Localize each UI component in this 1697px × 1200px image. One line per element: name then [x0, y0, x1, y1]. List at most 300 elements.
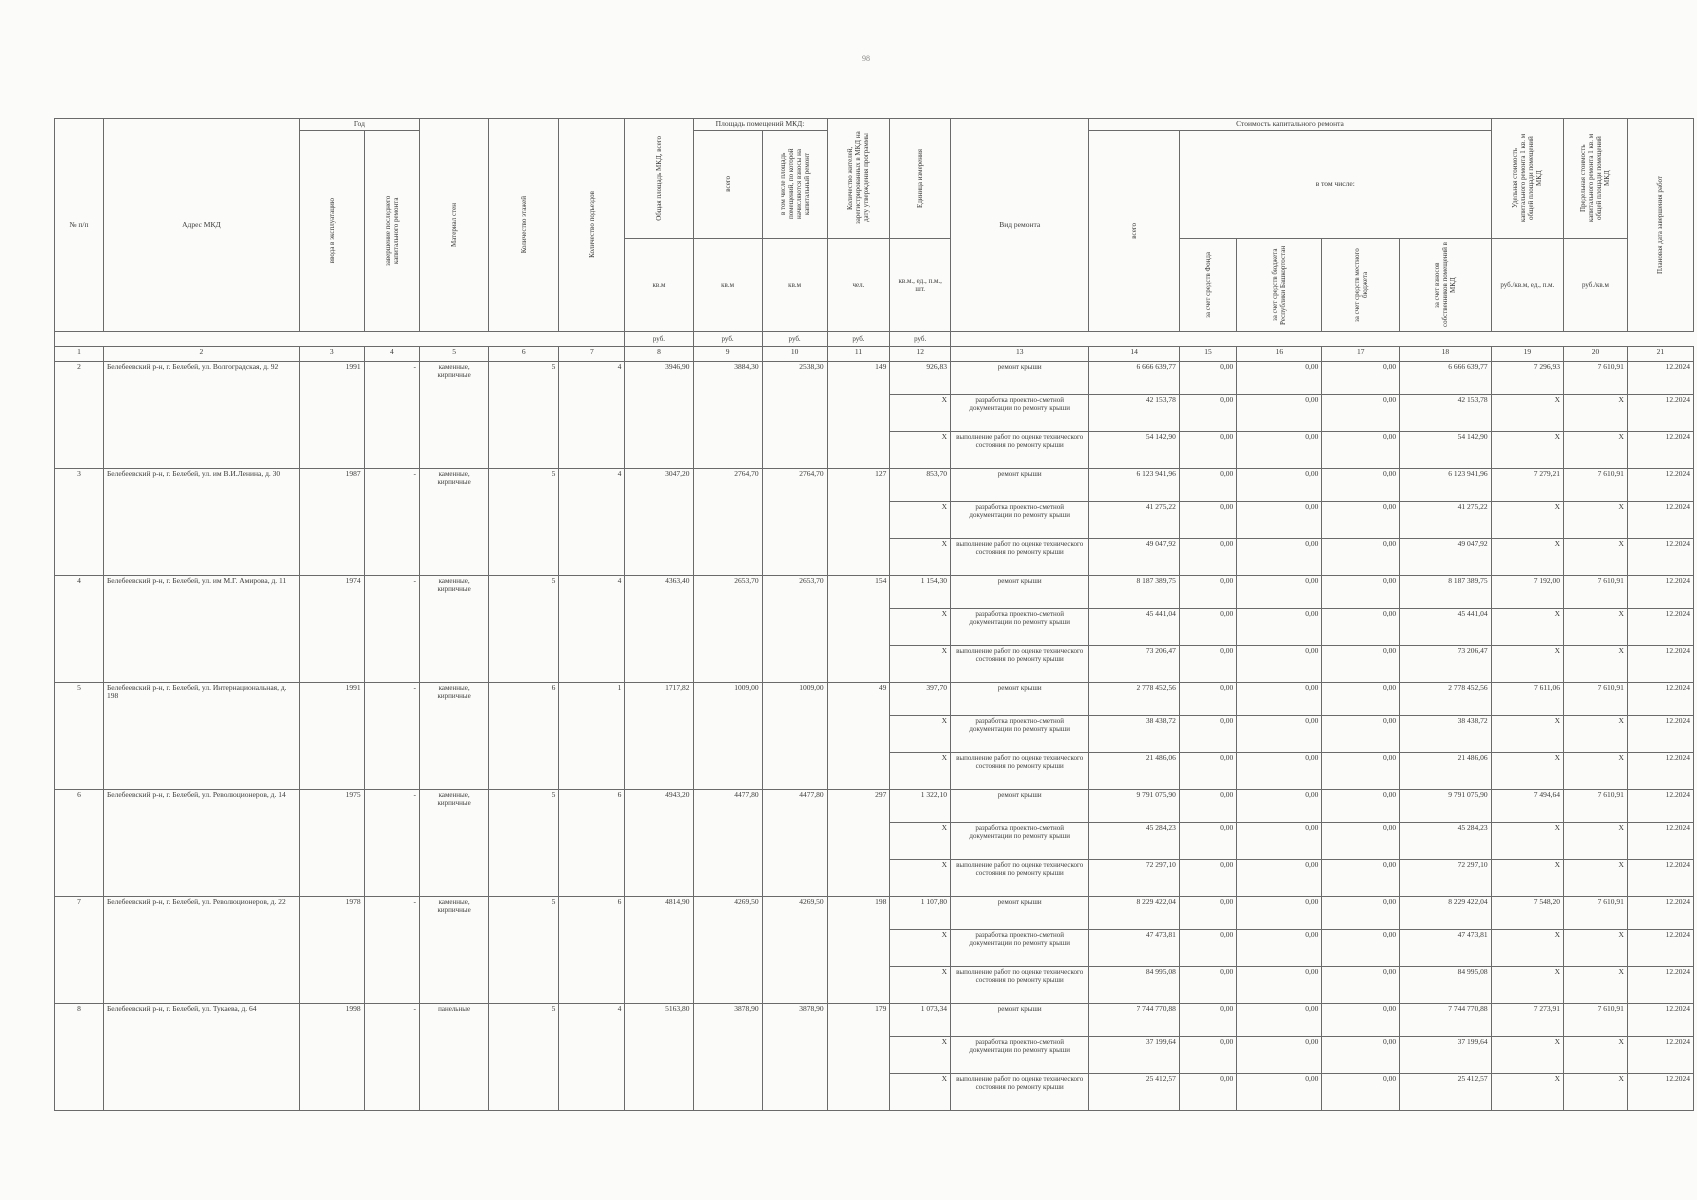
max-cost: X [1564, 1036, 1628, 1073]
header-cost: Стоимость капитального ремонта [1089, 119, 1491, 131]
premises-area: 1009,00 [693, 682, 762, 789]
cost-fund: 0,00 [1179, 608, 1236, 645]
deadline-date: 12.2024 [1627, 789, 1693, 822]
cost-local: 0,00 [1322, 822, 1400, 859]
premises-area: 3878,90 [693, 1003, 762, 1110]
unit-cost: X [1491, 752, 1563, 789]
header-cost-sub: в том числе: [1179, 130, 1491, 238]
unit-cost: X [1491, 822, 1563, 859]
cost-republic: 0,00 [1237, 896, 1322, 929]
floors-count: 5 [489, 575, 559, 682]
cost-owners: 54 142,90 [1400, 431, 1492, 468]
cost-fund: 0,00 [1179, 1036, 1236, 1073]
header-unit-cost: Удельная стоимость капитального ремонта 1 кв. м общей площади помещений МКД [1491, 119, 1563, 239]
cost-owners: 45 441,04 [1400, 608, 1492, 645]
table-header [55, 119, 1694, 362]
cost-total: 38 438,72 [1089, 715, 1179, 752]
cost-republic: 0,00 [1237, 645, 1322, 682]
cost-total: 25 412,57 [1089, 1073, 1179, 1110]
building-address: Белебеевский р-н, г. Белебей, ул. Революционеров, д. 14 [103, 789, 299, 896]
wall-material: каменные, кирпичные [420, 468, 489, 575]
cost-total: 47 473,81 [1089, 929, 1179, 966]
table-row [55, 575, 1694, 608]
cost-total: 45 284,23 [1089, 822, 1179, 859]
cost-republic: 0,00 [1237, 501, 1322, 538]
col-num: 20 [1564, 346, 1628, 361]
cost-republic: 0,00 [1237, 361, 1322, 394]
work-quantity: X [890, 1036, 951, 1073]
cost-local: 0,00 [1322, 752, 1400, 789]
premises-residential-area: 3878,90 [762, 1003, 827, 1110]
cost-total: 8 187 389,75 [1089, 575, 1179, 608]
cost-owners: 8 187 389,75 [1400, 575, 1492, 608]
floors-count: 5 [489, 361, 559, 468]
deadline-date: 12.2024 [1627, 859, 1693, 896]
max-cost: 7 610,91 [1564, 361, 1628, 394]
unit-cost: X [1491, 645, 1563, 682]
cost-local: 0,00 [1322, 789, 1400, 822]
work-type: ремонт крыши [951, 789, 1089, 822]
cost-republic: 0,00 [1237, 929, 1322, 966]
entrances-count: 4 [559, 575, 625, 682]
col-num: 11 [827, 346, 890, 361]
building-address: Белебеевский р-н, г. Белебей, ул. Волгоградская, д. 92 [103, 361, 299, 468]
header-wall-material: Материал стен [420, 119, 489, 332]
cost-owners: 37 199,64 [1400, 1036, 1492, 1073]
work-type: выполнение работ по оценке технического состояния по ремонту крыши [951, 645, 1089, 682]
cost-fund: 0,00 [1179, 896, 1236, 929]
cost-total: 7 744 770,88 [1089, 1003, 1179, 1036]
unit-8: кв.м [625, 238, 693, 331]
building-address: Белебеевский р-н, г. Белебей, ул. Тукаева, д. 64 [103, 1003, 299, 1110]
unit-cost: X [1491, 394, 1563, 431]
year-built: 1987 [299, 468, 364, 575]
work-quantity: 1 322,10 [890, 789, 951, 822]
cost-fund: 0,00 [1179, 431, 1236, 468]
deadline-date: 12.2024 [1627, 1036, 1693, 1073]
residents-count: 149 [827, 361, 890, 468]
building-address: Белебеевский р-н, г. Белебей, ул. Революционеров, д. 22 [103, 896, 299, 1003]
cost-owners: 42 153,78 [1400, 394, 1492, 431]
wall-material: каменные, кирпичные [420, 682, 489, 789]
work-quantity: X [890, 822, 951, 859]
row-number: 6 [55, 789, 104, 896]
col-num: 6 [489, 346, 559, 361]
max-cost: 7 610,91 [1564, 896, 1628, 929]
cost-republic: 0,00 [1237, 752, 1322, 789]
unit-11: чел. [827, 238, 890, 331]
cost-total: 49 047,92 [1089, 538, 1179, 575]
work-quantity: X [890, 645, 951, 682]
cost-republic: 0,00 [1237, 859, 1322, 896]
cost-owners: 72 297,10 [1400, 859, 1492, 896]
header-entrances: Количество подъездов [559, 119, 625, 332]
deadline-date: 12.2024 [1627, 431, 1693, 468]
unit-12: кв.м., ед., п.м., шт. [890, 238, 951, 331]
deadline-date: 12.2024 [1627, 608, 1693, 645]
cost-local: 0,00 [1322, 966, 1400, 1003]
floors-count: 5 [489, 896, 559, 1003]
cost-owners: 8 229 422,04 [1400, 896, 1492, 929]
max-cost: X [1564, 715, 1628, 752]
unit-cost: 7 611,06 [1491, 682, 1563, 715]
unit-10: кв.м [762, 238, 827, 331]
residents-count: 127 [827, 468, 890, 575]
work-type: разработка проектно-сметной документации по ремонту крыши [951, 608, 1089, 645]
work-type: ремонт крыши [951, 468, 1089, 501]
cost-fund: 0,00 [1179, 715, 1236, 752]
total-area: 1717,82 [625, 682, 693, 789]
unit-cost: 7 494,64 [1491, 789, 1563, 822]
unit-cost: X [1491, 715, 1563, 752]
cost-local: 0,00 [1322, 431, 1400, 468]
cost-fund: 0,00 [1179, 575, 1236, 608]
cost-total: 6 666 639,77 [1089, 361, 1179, 394]
cost-total: 42 153,78 [1089, 394, 1179, 431]
col-num: 17 [1322, 346, 1400, 361]
max-cost: 7 610,91 [1564, 789, 1628, 822]
col-num: 14 [1089, 346, 1179, 361]
col-num: 7 [559, 346, 625, 361]
cost-local: 0,00 [1322, 608, 1400, 645]
wall-material: каменные, кирпичные [420, 361, 489, 468]
deadline-date: 12.2024 [1627, 966, 1693, 1003]
unit-cost: 7 192,00 [1491, 575, 1563, 608]
cost-republic: 0,00 [1237, 575, 1322, 608]
work-type: ремонт крыши [951, 896, 1089, 929]
last-repair-year: - [364, 1003, 419, 1110]
work-quantity: X [890, 608, 951, 645]
col-num: 1 [55, 346, 104, 361]
cost-fund: 0,00 [1179, 538, 1236, 575]
premises-area: 3884,30 [693, 361, 762, 468]
cost-local: 0,00 [1322, 1073, 1400, 1110]
cost-total: 9 791 075,90 [1089, 789, 1179, 822]
building-address: Белебеевский р-н, г. Белебей, ул. Интернациональная, д. 198 [103, 682, 299, 789]
max-cost: 7 610,91 [1564, 575, 1628, 608]
max-cost: X [1564, 822, 1628, 859]
cost-owners: 21 486,06 [1400, 752, 1492, 789]
year-built: 1975 [299, 789, 364, 896]
unit-18: руб. [890, 331, 951, 346]
max-cost: X [1564, 1073, 1628, 1110]
unit-9: кв.м [693, 238, 762, 331]
header-floors: Количество этажей [489, 119, 559, 332]
work-quantity: X [890, 431, 951, 468]
total-area: 5163,80 [625, 1003, 693, 1110]
header-premises-total: всего [693, 130, 762, 238]
header-residents: Количество жителей, зарегистрированных в МКД на дату утверждения программы [827, 119, 890, 239]
unit-20: руб./кв.м [1564, 238, 1628, 331]
repair-program-table [54, 118, 1694, 1111]
row-number: 5 [55, 682, 104, 789]
year-built: 1991 [299, 361, 364, 468]
col-num: 2 [103, 346, 299, 361]
cost-republic: 0,00 [1237, 608, 1322, 645]
cost-fund: 0,00 [1179, 822, 1236, 859]
table-row [55, 1003, 1694, 1036]
premises-residential-area: 1009,00 [762, 682, 827, 789]
premises-area: 4269,50 [693, 896, 762, 1003]
cost-owners: 6 666 639,77 [1400, 361, 1492, 394]
entrances-count: 4 [559, 1003, 625, 1110]
work-type: разработка проектно-сметной документации по ремонту крыши [951, 394, 1089, 431]
floors-count: 5 [489, 1003, 559, 1110]
work-quantity: 926,83 [890, 361, 951, 394]
cost-republic: 0,00 [1237, 682, 1322, 715]
header-cost-total: всего [1089, 130, 1179, 331]
cost-total: 41 275,22 [1089, 501, 1179, 538]
work-type: ремонт крыши [951, 575, 1089, 608]
header-premises-area: Площадь помещений МКД: [693, 119, 827, 131]
deadline-date: 12.2024 [1627, 929, 1693, 966]
cost-owners: 6 123 941,96 [1400, 468, 1492, 501]
unit-cost: X [1491, 608, 1563, 645]
year-built: 1978 [299, 896, 364, 1003]
entrances-count: 6 [559, 789, 625, 896]
max-cost: X [1564, 645, 1628, 682]
max-cost: 7 610,91 [1564, 682, 1628, 715]
residents-count: 49 [827, 682, 890, 789]
cost-owners: 7 744 770,88 [1400, 1003, 1492, 1036]
work-type: ремонт крыши [951, 1003, 1089, 1036]
header-total-area: Общая площадь МКД, всего [625, 119, 693, 239]
work-type: выполнение работ по оценке технического состояния по ремонту крыши [951, 1073, 1089, 1110]
cost-republic: 0,00 [1237, 394, 1322, 431]
cost-republic: 0,00 [1237, 468, 1322, 501]
cost-local: 0,00 [1322, 859, 1400, 896]
header-n: № п/п [55, 119, 104, 332]
deadline-date: 12.2024 [1627, 822, 1693, 859]
max-cost: X [1564, 394, 1628, 431]
cost-fund: 0,00 [1179, 361, 1236, 394]
work-type: разработка проектно-сметной документации по ремонту крыши [951, 822, 1089, 859]
max-cost: X [1564, 608, 1628, 645]
header-cost-owners: за счет взносов собственников помещений в МКД [1400, 238, 1492, 331]
cost-local: 0,00 [1322, 394, 1400, 431]
cost-republic: 0,00 [1237, 1036, 1322, 1073]
last-repair-year: - [364, 682, 419, 789]
last-repair-year: - [364, 896, 419, 1003]
unit-cost: 7 273,91 [1491, 1003, 1563, 1036]
cost-owners: 84 995,08 [1400, 966, 1492, 1003]
max-cost: X [1564, 929, 1628, 966]
max-cost: 7 610,91 [1564, 468, 1628, 501]
work-type: ремонт крыши [951, 361, 1089, 394]
total-area: 3047,20 [625, 468, 693, 575]
work-type: разработка проектно-сметной документации по ремонту крыши [951, 1036, 1089, 1073]
max-cost: X [1564, 431, 1628, 468]
deadline-date: 12.2024 [1627, 645, 1693, 682]
header-cost-local: за счет средств местного бюджета [1322, 238, 1400, 331]
table-row [55, 682, 1694, 715]
table-row [55, 789, 1694, 822]
deadline-date: 12.2024 [1627, 896, 1693, 929]
work-type: выполнение работ по оценке технического состояния по ремонту крыши [951, 431, 1089, 468]
row-number: 7 [55, 896, 104, 1003]
cost-total: 72 297,10 [1089, 859, 1179, 896]
unit-cost: X [1491, 859, 1563, 896]
unit-cost: X [1491, 966, 1563, 1003]
unit-16: руб. [762, 331, 827, 346]
unit-17: руб. [827, 331, 890, 346]
cost-local: 0,00 [1322, 1003, 1400, 1036]
unit-15: руб. [693, 331, 762, 346]
deadline-date: 12.2024 [1627, 752, 1693, 789]
header-work-type: Вид ремонта [951, 119, 1089, 332]
deadline-date: 12.2024 [1627, 575, 1693, 608]
entrances-count: 4 [559, 361, 625, 468]
deadline-date: 12.2024 [1627, 394, 1693, 431]
cost-fund: 0,00 [1179, 501, 1236, 538]
header-cost-republic: за счет средств бюджета Республики Башкортостан [1237, 238, 1322, 331]
header-year: Год [299, 119, 419, 131]
table-row [55, 468, 1694, 501]
premises-residential-area: 2538,30 [762, 361, 827, 468]
cost-fund: 0,00 [1179, 682, 1236, 715]
cost-owners: 49 047,92 [1400, 538, 1492, 575]
cost-local: 0,00 [1322, 468, 1400, 501]
col-num: 5 [420, 346, 489, 361]
unit-cost: X [1491, 431, 1563, 468]
deadline-date: 12.2024 [1627, 501, 1693, 538]
unit-cost: X [1491, 1073, 1563, 1110]
last-repair-year: - [364, 575, 419, 682]
row-number: 2 [55, 361, 104, 468]
cost-owners: 73 206,47 [1400, 645, 1492, 682]
cost-republic: 0,00 [1237, 715, 1322, 752]
col-num: 16 [1237, 346, 1322, 361]
cost-republic: 0,00 [1237, 822, 1322, 859]
work-quantity: X [890, 929, 951, 966]
work-quantity: 1 073,34 [890, 1003, 951, 1036]
cost-local: 0,00 [1322, 1036, 1400, 1073]
col-num: 18 [1400, 346, 1492, 361]
wall-material: каменные, кирпичные [420, 896, 489, 1003]
row-number: 8 [55, 1003, 104, 1110]
col-num: 12 [890, 346, 951, 361]
premises-area: 4477,80 [693, 789, 762, 896]
year-built: 1991 [299, 682, 364, 789]
work-quantity: 397,70 [890, 682, 951, 715]
year-built: 1974 [299, 575, 364, 682]
column-numbers-row [55, 346, 1694, 361]
max-cost: X [1564, 752, 1628, 789]
cost-fund: 0,00 [1179, 1073, 1236, 1110]
cost-owners: 38 438,72 [1400, 715, 1492, 752]
cost-local: 0,00 [1322, 929, 1400, 966]
cost-fund: 0,00 [1179, 645, 1236, 682]
work-type: выполнение работ по оценке технического состояния по ремонту крыши [951, 859, 1089, 896]
cost-total: 21 486,06 [1089, 752, 1179, 789]
year-built: 1998 [299, 1003, 364, 1110]
cost-owners: 45 284,23 [1400, 822, 1492, 859]
floors-count: 5 [489, 789, 559, 896]
deadline-date: 12.2024 [1627, 468, 1693, 501]
table-row [55, 361, 1694, 394]
col-num: 21 [1627, 346, 1693, 361]
row-number: 3 [55, 468, 104, 575]
col-num: 13 [951, 346, 1089, 361]
header-max-cost: Предельная стоимость капитального ремонта 1 кв. м общей площади помещений МКД [1564, 119, 1628, 239]
work-type: выполнение работ по оценке технического состояния по ремонту крыши [951, 966, 1089, 1003]
residents-count: 154 [827, 575, 890, 682]
premises-residential-area: 2764,70 [762, 468, 827, 575]
cost-fund: 0,00 [1179, 468, 1236, 501]
table-row [55, 896, 1694, 929]
col-num: 4 [364, 346, 419, 361]
cost-fund: 0,00 [1179, 394, 1236, 431]
work-quantity: X [890, 1073, 951, 1110]
work-quantity: X [890, 394, 951, 431]
deadline-date: 12.2024 [1627, 361, 1693, 394]
header-cost-fund: за счет средств Фонда [1179, 238, 1236, 331]
entrances-count: 1 [559, 682, 625, 789]
residents-count: 297 [827, 789, 890, 896]
work-quantity: 853,70 [890, 468, 951, 501]
unit-cost: X [1491, 501, 1563, 538]
cost-fund: 0,00 [1179, 966, 1236, 1003]
cost-local: 0,00 [1322, 361, 1400, 394]
work-quantity: X [890, 501, 951, 538]
unit-cost: 7 279,21 [1491, 468, 1563, 501]
max-cost: X [1564, 859, 1628, 896]
col-num: 8 [625, 346, 693, 361]
total-area: 3946,90 [625, 361, 693, 468]
col-num: 19 [1491, 346, 1563, 361]
header-deadline: Плановая дата завершения работ [1627, 119, 1693, 332]
cost-owners: 2 778 452,56 [1400, 682, 1492, 715]
work-quantity: 1 154,30 [890, 575, 951, 608]
cost-republic: 0,00 [1237, 966, 1322, 1003]
work-type: разработка проектно-сметной документации по ремонту крыши [951, 929, 1089, 966]
deadline-date: 12.2024 [1627, 682, 1693, 715]
unit-cost: X [1491, 1036, 1563, 1073]
entrances-count: 4 [559, 468, 625, 575]
work-type: разработка проектно-сметной документации по ремонту крыши [951, 501, 1089, 538]
cost-total: 37 199,64 [1089, 1036, 1179, 1073]
cost-total: 54 142,90 [1089, 431, 1179, 468]
max-cost: X [1564, 501, 1628, 538]
unit-14: руб. [625, 331, 693, 346]
deadline-date: 12.2024 [1627, 715, 1693, 752]
unit-cost: X [1491, 929, 1563, 966]
max-cost: X [1564, 538, 1628, 575]
cost-republic: 0,00 [1237, 789, 1322, 822]
header-premises-residential: в том числе площадь помещений, по которой начисляются взносы на капитальный ремонт [762, 130, 827, 238]
cost-republic: 0,00 [1237, 1003, 1322, 1036]
building-address: Белебеевский р-н, г. Белебей, ул. им М.Г. Амирова, д. 11 [103, 575, 299, 682]
cost-fund: 0,00 [1179, 752, 1236, 789]
wall-material: каменные, кирпичные [420, 575, 489, 682]
work-type: выполнение работ по оценке технического состояния по ремонту крыши [951, 538, 1089, 575]
cost-total: 73 206,47 [1089, 645, 1179, 682]
premises-area: 2764,70 [693, 468, 762, 575]
header-year-built: ввода в эксплуатацию [299, 130, 364, 331]
col-num: 15 [1179, 346, 1236, 361]
cost-local: 0,00 [1322, 715, 1400, 752]
total-area: 4363,40 [625, 575, 693, 682]
col-num: 10 [762, 346, 827, 361]
page-number: 98 [862, 54, 870, 63]
header-year-repair: завершение последнего капитального ремонта [364, 130, 419, 331]
max-cost: 7 610,91 [1564, 1003, 1628, 1036]
cost-owners: 41 275,22 [1400, 501, 1492, 538]
work-type: разработка проектно-сметной документации по ремонту крыши [951, 715, 1089, 752]
work-type: ремонт крыши [951, 682, 1089, 715]
cost-owners: 25 412,57 [1400, 1073, 1492, 1110]
cost-total: 2 778 452,56 [1089, 682, 1179, 715]
